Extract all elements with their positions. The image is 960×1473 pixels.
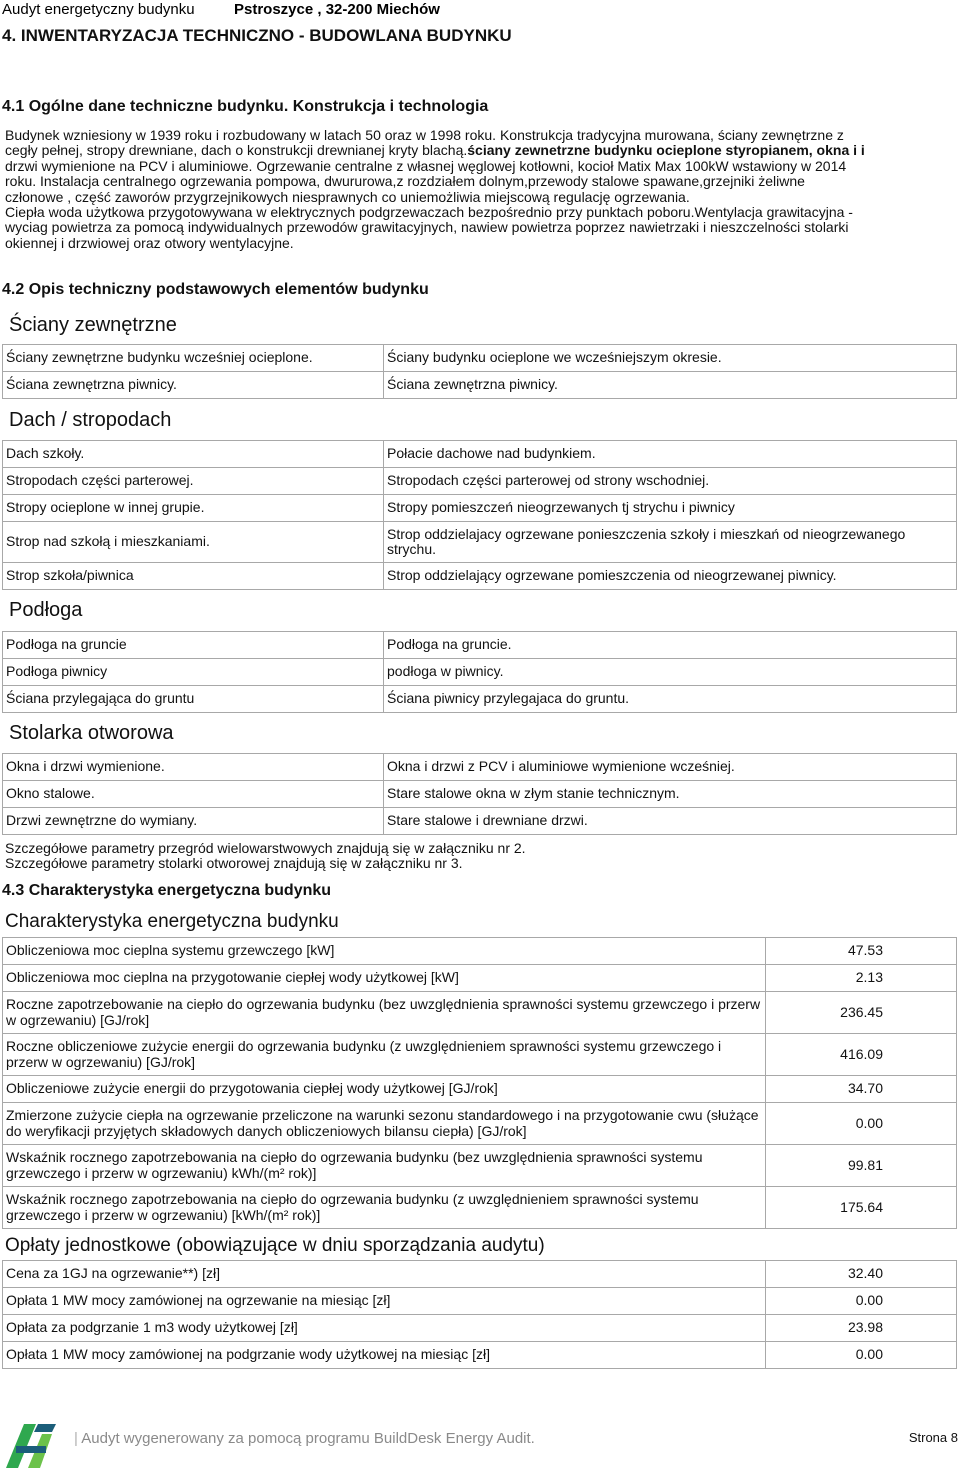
table-cell: Stare stalowe i drewniane drzwi. bbox=[384, 808, 957, 835]
table-cell-label: Wskaźnik rocznego zapotrzebowania na ciepło do ogrzewania budynku (z uwzględnieniem sprawności systemu grzewczego i przerw w ogrzewaniu) [kWh/(m² rok)] bbox=[3, 1187, 766, 1229]
text-line: Budynek wzniesiony w 1939 roku i rozbudowany w latach 50 oraz w 1998 roku. Konstrukcja tradycyjna murowana, ściany zewnętrzne z bbox=[5, 127, 844, 143]
roof-section-title: Dach / stropodach bbox=[9, 409, 172, 431]
text-line: wyciag powietrza za pomocą indywidualnych przewodów grawitacyjnych, nawiew powietrza poprzez nawietrzaki i nieszczelności stolarki bbox=[5, 219, 849, 236]
table-cell: Połacie dachowe nad budynkiem. bbox=[384, 441, 957, 468]
table-cell: Strop oddzielajacy ogrzewane ponieszczenia szkoły i mieszkań od nieogrzewanego strychu. bbox=[384, 522, 957, 563]
table-cell: Podłoga na gruncie bbox=[3, 632, 384, 659]
logo-shape bbox=[16, 1446, 46, 1453]
footer-divider: | bbox=[74, 1430, 78, 1447]
table-row bbox=[3, 1034, 957, 1076]
table-cell: Podłoga na gruncie. bbox=[384, 632, 957, 659]
table-row bbox=[3, 938, 957, 965]
table-cell: Ściany budynku ocieplone we wcześniejszym okresie. bbox=[384, 345, 957, 372]
note-line: Szczegółowe parametry stolarki otworowej znajdują się w załączniku nr 3. bbox=[5, 855, 463, 872]
table-cell: Podłoga piwnicy bbox=[3, 659, 384, 686]
table-cell: Drzwi zewnętrzne do wymiany. bbox=[3, 808, 384, 835]
footer-credit bbox=[74, 1430, 535, 1447]
table-cell-value: 416.09 bbox=[766, 1034, 957, 1076]
table-cell: Stare stalowe okna w złym stanie technicznym. bbox=[384, 781, 957, 808]
roof-table bbox=[2, 440, 957, 590]
table-cell-label: Zmierzone zużycie ciepła na ogrzewanie przeliczone na warunki sezonu standardowego i na przygotowanie cwu (służące do weryfikacji przyjętych składowych danych obliczeniowych bilansu ciepła) [GJ/rok] bbox=[3, 1103, 766, 1145]
table-row bbox=[3, 781, 957, 808]
table-cell: Dach szkoły. bbox=[3, 441, 384, 468]
joinery-table bbox=[2, 753, 957, 835]
table-row bbox=[3, 1076, 957, 1103]
table-row bbox=[3, 468, 957, 495]
table-row bbox=[3, 345, 957, 372]
table-cell-label: Obliczeniowa moc cieplna na przygotowanie ciepłej wody użytkowej [kW] bbox=[3, 965, 766, 992]
table-row bbox=[3, 1145, 957, 1187]
text-line: roku. Instalacja centralnego ogrzewania pompowa, dwururowa,z rozdziałem dolnym,przewody stalowe spawane,grzejniki żeliwne bbox=[5, 173, 805, 190]
table-cell: Ściany zewnętrzne budynku wcześniej ocieplone. bbox=[3, 345, 384, 372]
table-row bbox=[3, 1315, 957, 1342]
logo-shape bbox=[34, 1424, 56, 1432]
text-line: członowe , część zaworów przygrzejnikowych niesprawnych co uniemożliwia miejscową regulację ogrzewania. bbox=[5, 188, 690, 205]
page-number: Strona 8 bbox=[908, 1430, 958, 1445]
table-cell: Stropodach części parterowej od strony wschodniej. bbox=[384, 468, 957, 495]
header-address: Pstroszyce , 32-200 Miechów bbox=[234, 1, 440, 18]
table-cell: Okno stalowe. bbox=[3, 781, 384, 808]
table-cell-value: 99.81 bbox=[766, 1145, 957, 1187]
footer-credit-text: Audyt wygenerowany za pomocą programu BuildDesk Energy Audit. bbox=[81, 1430, 535, 1447]
floor-section-title: Podłoga bbox=[9, 599, 83, 621]
header-app-name: Audyt energetyczny budynku bbox=[2, 1, 195, 18]
section-4-3-heading: 4.3 Charakterystyka energetyczna budynku bbox=[2, 882, 332, 899]
table-row bbox=[3, 686, 957, 713]
table-cell: Ściana przylegająca do gruntu bbox=[3, 686, 384, 713]
section-4-1-text bbox=[5, 128, 957, 251]
table-cell: Strop oddzielający ogrzewane pomieszczenia od nieogrzewanej piwnicy. bbox=[384, 563, 957, 590]
table-row bbox=[3, 1288, 957, 1315]
table-cell: Ściana zewnętrzna piwnicy. bbox=[384, 372, 957, 399]
table-cell: Strop szkoła/piwnica bbox=[3, 563, 384, 590]
table-row bbox=[3, 659, 957, 686]
table-cell-label: Wskaźnik rocznego zapotrzebowania na ciepło do ogrzewania budynku (bez uwzględnienia sprawności systemu grzewczego i przerw w ogrzewaniu) kWh/(m² rok)] bbox=[3, 1145, 766, 1187]
floor-table bbox=[2, 631, 957, 713]
table-row bbox=[3, 441, 957, 468]
table-row bbox=[3, 495, 957, 522]
table-row bbox=[3, 1261, 957, 1288]
table-row bbox=[3, 1342, 957, 1369]
table-cell-value: 236.45 bbox=[766, 992, 957, 1034]
table-row bbox=[3, 965, 957, 992]
text-line: okiennej i drzwiowej oraz otwory wentylacyjne. bbox=[5, 234, 294, 251]
table-cell: Ściana piwnicy przylegajaca do gruntu. bbox=[384, 686, 957, 713]
section-4-2-heading: 4.2 Opis techniczny podstawowych elementów budynku bbox=[2, 281, 429, 298]
table-row bbox=[3, 1187, 957, 1229]
fees-table-title: Opłaty jednostkowe (obowiązujące w dniu sporządzania audytu) bbox=[5, 1235, 545, 1256]
table-row bbox=[3, 563, 957, 590]
attachments-note bbox=[5, 841, 526, 872]
walls-section-title: Ściany zewnętrzne bbox=[9, 314, 177, 336]
table-cell-label: Cena za 1GJ na ogrzewanie**) [zł] bbox=[3, 1261, 766, 1288]
text-line: cegły pełnej, stropy drewniane, dach o konstrukcji drewnianej kryty blachą. bbox=[5, 142, 468, 159]
table-cell-value: 2.13 bbox=[766, 965, 957, 992]
table-cell: podłoga w piwnicy. bbox=[384, 659, 957, 686]
table-cell-value: 32.40 bbox=[766, 1261, 957, 1288]
walls-table bbox=[2, 344, 957, 399]
text-line-bold: ściany zewnetrzne budynku ocieplone styropianem, okna i i bbox=[467, 142, 865, 159]
energy-table-title: Charakterystyka energetyczna budynku bbox=[5, 911, 339, 932]
table-row bbox=[3, 808, 957, 835]
table-row bbox=[3, 372, 957, 399]
table-row bbox=[3, 992, 957, 1034]
table-cell-value: 47.53 bbox=[766, 938, 957, 965]
table-cell-value: 23.98 bbox=[766, 1315, 957, 1342]
section-4-1-heading: 4.1 Ogólne dane techniczne budynku. Konstrukcja i technologia bbox=[2, 98, 489, 115]
chapter-title: 4. INWENTARYZACJA TECHNICZNO - BUDOWLANA BUDYNKU bbox=[2, 26, 512, 45]
table-cell-label: Opłata 1 MW mocy zamówionej na ogrzewanie na miesiąc [zł] bbox=[3, 1288, 766, 1315]
table-cell-value: 0.00 bbox=[766, 1288, 957, 1315]
table-cell: Okna i drzwi wymienione. bbox=[3, 754, 384, 781]
table-cell-label: Opłata 1 MW mocy zamówionej na podgrzanie wody użytkowej na miesiąc [zł] bbox=[3, 1342, 766, 1369]
text-line: Wentylacja grawitacyjna - bbox=[694, 204, 853, 221]
fees-table bbox=[2, 1260, 957, 1369]
table-row bbox=[3, 632, 957, 659]
text-line: Ciepła woda użytkowa przygotowywana w elektrycznych podgrzewaczach bezpośrednio przy punktach poboru. bbox=[5, 204, 695, 221]
table-cell: Strop nad szkołą i mieszkaniami. bbox=[3, 522, 384, 563]
table-cell-label: Obliczeniowe zużycie energii do przygotowania ciepłej wody użytkowej [GJ/rok] bbox=[3, 1076, 766, 1103]
table-cell-label: Roczne obliczeniowe zużycie energii do ogrzewania budynku (z uwzględnieniem sprawności systemu grzewczego i przerw w ogrzewaniu) [GJ/rok] bbox=[3, 1034, 766, 1076]
table-cell-value: 0.00 bbox=[766, 1342, 957, 1369]
table-cell: Okna i drzwi z PCV i aluminiowe wymienione wcześniej. bbox=[384, 754, 957, 781]
table-row bbox=[3, 1103, 957, 1145]
table-cell: Stropy pomieszczeń nieogrzewanych tj strychu i piwnicy bbox=[384, 495, 957, 522]
builddesk-logo-icon bbox=[2, 1418, 58, 1470]
note-line: Szczegółowe parametry przegród wielowarstwowych znajdują się w załączniku nr 2. bbox=[5, 840, 526, 856]
table-cell: Stropodach części parterowej. bbox=[3, 468, 384, 495]
table-cell-value: 34.70 bbox=[766, 1076, 957, 1103]
table-cell-value: 175.64 bbox=[766, 1187, 957, 1229]
table-cell-label: Obliczeniowa moc cieplna systemu grzewczego [kW] bbox=[3, 938, 766, 965]
table-cell: Ściana zewnętrzna piwnicy. bbox=[3, 372, 384, 399]
table-cell: Stropy ocieplone w innej grupie. bbox=[3, 495, 384, 522]
table-cell-value: 0.00 bbox=[766, 1103, 957, 1145]
text-line: drzwi wymienione na PCV i aluminiowe. Ogrzewanie centralne z własnej węglowej kotłowni, kocioł Matix Max 100kW wstawiony w 2014 bbox=[5, 157, 847, 174]
joinery-section-title: Stolarka otworowa bbox=[9, 722, 174, 744]
table-row bbox=[3, 754, 957, 781]
table-row bbox=[3, 522, 957, 563]
table-cell-label: Roczne zapotrzebowanie na ciepło do ogrzewania budynku (bez uwzględnienia sprawności systemu grzewczego i przerw w ogrzewaniu) [GJ/rok] bbox=[3, 992, 766, 1034]
table-cell-label: Opłata za podgrzanie 1 m3 wody użytkowej [zł] bbox=[3, 1315, 766, 1342]
energy-table bbox=[2, 937, 957, 1229]
